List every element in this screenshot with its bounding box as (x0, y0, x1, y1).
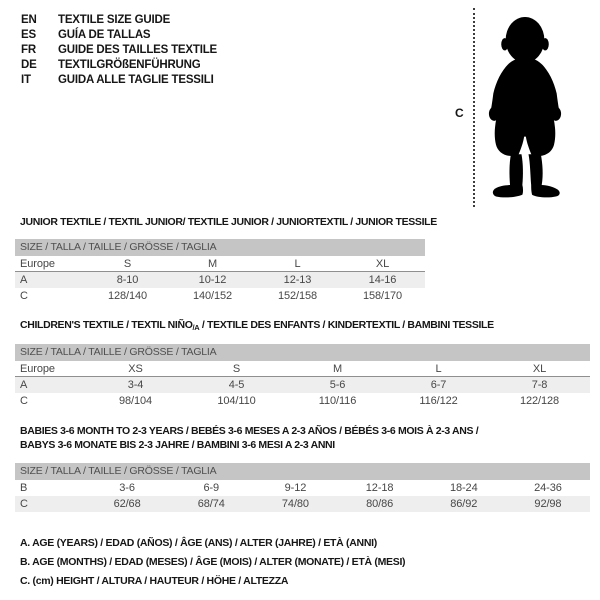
language-row (21, 58, 217, 73)
guide-title: GUIDE DES TAILLES TEXTILE (58, 44, 217, 56)
table-cell: 128/140 (107, 290, 148, 302)
table-cell: 3-4 (127, 379, 144, 391)
table-cell: 122/128 (519, 395, 560, 407)
table-cell: M (207, 258, 218, 270)
table-cell: 140/152 (192, 290, 233, 302)
table-cell: 116/122 (419, 395, 458, 407)
table-row-age-months (15, 480, 590, 496)
table-cell: 62/68 (113, 498, 141, 510)
note-b: B. AGE (MONTHS) / EDAD (MESES) / ÂGE (MOIS) / ALTER (MONATE) / ETÀ (MESI) (20, 556, 406, 568)
table-cell: 5-6 (329, 379, 346, 391)
language-row (21, 13, 217, 28)
size-header-bar: SIZE / TALLA / TAILLE / GRÖSSE / TAGLIA (15, 344, 590, 361)
guide-title: GUIDA ALLE TAGLIE TESSILI (58, 74, 214, 86)
row-label: Europe (20, 363, 55, 375)
language-code: EN (21, 14, 37, 26)
note-a: A. AGE (YEARS) / EDAD (AÑOS) / ÂGE (ANS) / ALTER (JAHRE) / ETÀ (ANNI) (20, 537, 377, 549)
junior-section-heading: JUNIOR TEXTILE / TEXTIL JUNIOR/ TEXTILE JUNIOR / JUNIORTEXTIL / JUNIOR TESSILE (20, 216, 437, 228)
language-code: FR (21, 44, 36, 56)
heading-line-1: BABIES 3-6 MONTH TO 2-3 YEARS / BEBÉS 3-6 MESES A 2-3 AÑOS / BÉBÉS 3-6 MOIS À 2-3 ANS / (20, 425, 479, 437)
table-cell: XL (532, 363, 547, 375)
table-cell: 74/80 (281, 498, 309, 510)
table-row-height (15, 288, 425, 304)
table-row-height (15, 393, 590, 409)
babies-size-table (15, 463, 590, 512)
table-row-europe (15, 256, 425, 272)
table-cell: 158/170 (362, 290, 403, 302)
table-cell: 152/158 (277, 290, 318, 302)
table-cell: 14-16 (368, 274, 397, 286)
row-label: Europe (20, 258, 55, 270)
note-c: C. (cm) HEIGHT / ALTURA / HAUTEUR / HÖHE / ALTEZZA (20, 575, 289, 587)
language-row (21, 43, 217, 58)
table-cell: L (435, 363, 442, 375)
language-code: DE (21, 59, 37, 71)
childrens-size-table (15, 344, 590, 409)
table-cell: 98/104 (118, 395, 153, 407)
height-label-c: C (455, 106, 464, 120)
table-cell: 104/110 (217, 395, 256, 407)
legend-notes (20, 534, 405, 591)
table-cell: S (232, 363, 241, 375)
language-row (21, 73, 217, 88)
table-cell: 110/116 (318, 395, 357, 407)
table-cell: 10-12 (198, 274, 227, 286)
row-label: A (20, 274, 28, 286)
table-cell: 12-18 (365, 482, 394, 494)
table-cell: L (294, 258, 301, 270)
table-cell: 7-8 (531, 379, 548, 391)
table-cell: 80/86 (366, 498, 394, 510)
table-row-age (15, 377, 590, 393)
table-cell: M (332, 363, 343, 375)
table-cell: 4-5 (228, 379, 245, 391)
table-cell: 6-9 (203, 482, 220, 494)
table-row-age (15, 272, 425, 288)
junior-size-table (15, 239, 425, 304)
language-code: ES (21, 29, 36, 41)
table-cell: XS (128, 363, 143, 375)
table-cell: 92/98 (534, 498, 562, 510)
row-label: C (20, 395, 28, 407)
row-label: B (20, 482, 28, 494)
row-label: A (20, 379, 28, 391)
table-row-europe (15, 361, 590, 377)
table-cell: 18-24 (449, 482, 478, 494)
table-cell: 6-7 (430, 379, 447, 391)
heading-text: / TEXTILE DES ENFANTS / KINDERTEXTIL / BAMBINI TESSILE (199, 319, 494, 331)
heading-subscript: /A (192, 323, 200, 332)
heading-text: CHILDREN'S TEXTILE / TEXTIL NIÑO (20, 319, 193, 331)
size-header-bar: SIZE / TALLA / TAILLE / GRÖSSE / TAGLIA (15, 463, 590, 480)
table-cell: 86/92 (450, 498, 478, 510)
table-cell: 68/74 (197, 498, 225, 510)
language-title-list (21, 13, 217, 88)
guide-title: TEXTILE SIZE GUIDE (58, 14, 171, 26)
table-row-height (15, 496, 590, 512)
table-cell: 12-13 (283, 274, 312, 286)
row-label: C (20, 498, 28, 510)
height-dotted-line (473, 8, 475, 207)
row-label: C (20, 290, 28, 302)
table-cell: 9-12 (284, 482, 307, 494)
table-cell: 8-10 (116, 274, 139, 286)
guide-title: TEXTILGRÖßENFÜHRUNG (58, 59, 201, 71)
table-cell: 24-36 (534, 482, 562, 494)
language-code: IT (21, 74, 31, 86)
table-cell: S (123, 258, 132, 270)
table-cell: 3-6 (119, 482, 135, 494)
guide-title: GUÍA DE TALLAS (58, 29, 151, 41)
size-header-bar: SIZE / TALLA / TAILLE / GRÖSSE / TAGLIA (15, 239, 425, 256)
language-row (21, 28, 217, 43)
table-cell: XL (375, 258, 390, 270)
heading-line-2: BABYS 3-6 MONATE BIS 2-3 JAHRE / BAMBINI 3-6 MESI A 2-3 ANNI (20, 439, 335, 451)
childrens-section-heading (20, 319, 494, 332)
babies-section-heading (20, 424, 478, 452)
baby-silhouette-icon (481, 8, 569, 209)
